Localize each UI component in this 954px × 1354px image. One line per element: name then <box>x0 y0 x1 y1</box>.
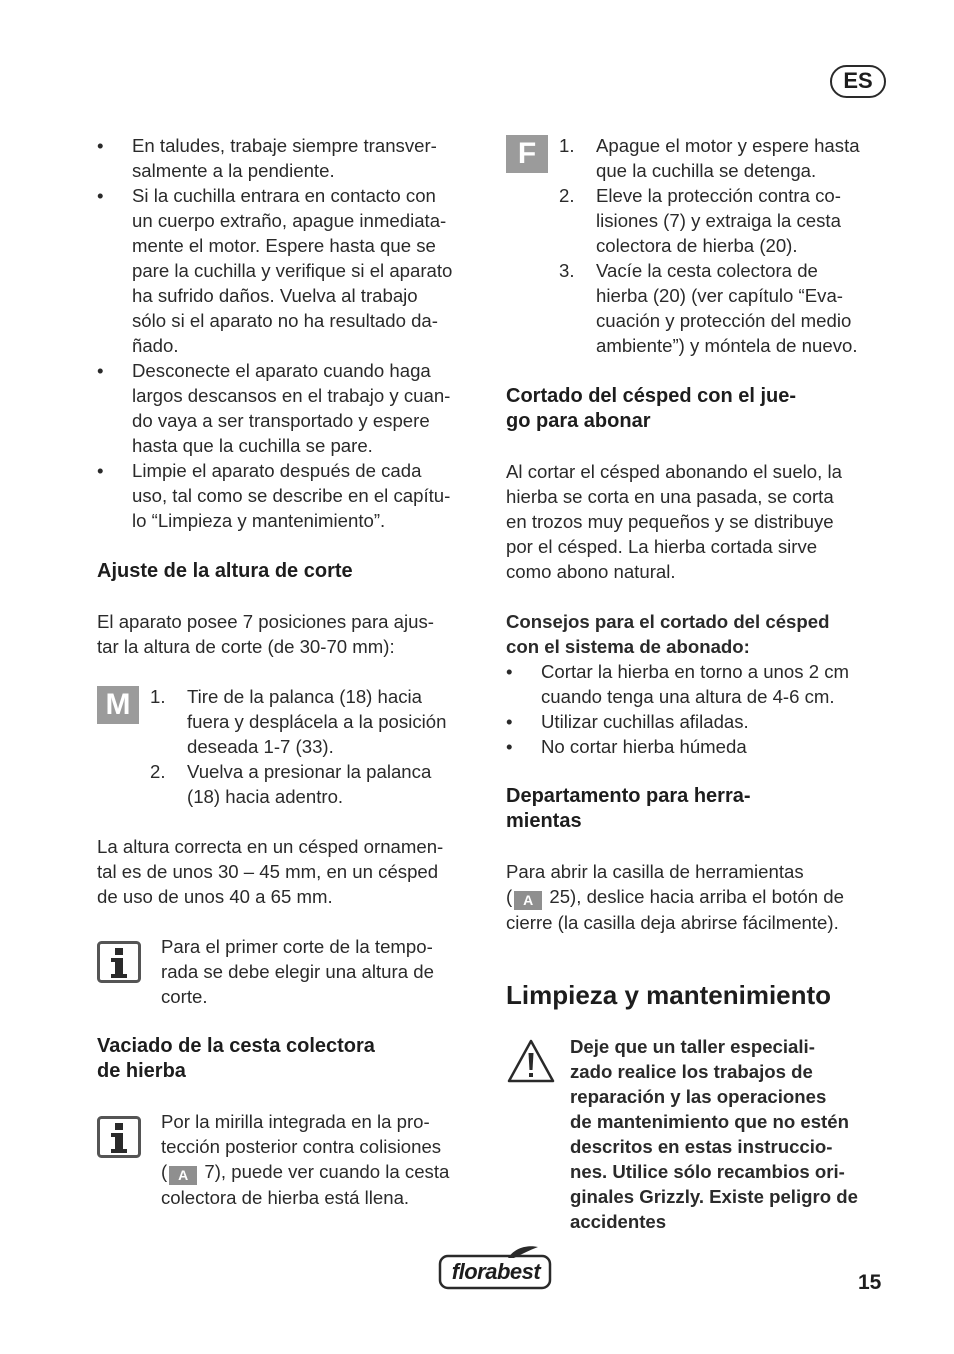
info-note-first-cut <box>161 934 481 1009</box>
text-line: como abono natural. <box>506 561 676 582</box>
text-line: mente el motor. Espere hasta que se <box>132 235 436 256</box>
text-fragment: 25), deslice hacia arriba el botón de <box>544 886 844 907</box>
manual-badge-m: M <box>97 686 139 724</box>
heading-line: Vaciado de la cesta colectora <box>97 1035 375 1057</box>
step-number: 3. <box>559 260 575 281</box>
info-icon <box>97 941 141 983</box>
text-line: sólo si el aparato no ha resultado da- <box>132 310 438 331</box>
heading-line: Departamento para herra- <box>506 785 751 807</box>
language-badge-label: ES <box>843 68 873 93</box>
cut-height-intro <box>97 609 487 659</box>
text-line: descritos en estas instruccio- <box>570 1136 833 1157</box>
step-number: 1. <box>559 135 575 156</box>
list-item <box>506 659 901 709</box>
bullet-mark: • <box>506 661 513 682</box>
step-number: 1. <box>150 686 166 707</box>
section-heading-cut-height: Ajuste de la altura de corte <box>97 560 353 582</box>
info-icon <box>97 1116 141 1158</box>
text-line: con el sistema de abonado: <box>506 636 750 657</box>
mulching-body <box>506 459 896 584</box>
heading-line: Cortado del césped con el jue- <box>506 385 797 407</box>
info-note-sight-window <box>161 1109 491 1210</box>
bullet-list <box>97 133 482 533</box>
text-line: lisiones (7) y extraiga la cesta <box>596 210 841 231</box>
paren-open: ( <box>161 1161 168 1182</box>
text-line: Para abrir la casilla de herramientas <box>506 861 804 882</box>
text-line: reparación y las operaciones <box>570 1086 827 1107</box>
text-line: En taludes, trabaje siempre transver- <box>132 135 437 156</box>
text-line: tal es de unos 30 – 45 mm, en un césped <box>97 861 439 882</box>
step-number: 2. <box>559 185 575 206</box>
text-line: Utilizar cuchillas afiladas. <box>541 711 749 732</box>
text-line: Apague el motor y espere hasta <box>596 135 860 156</box>
tool-compartment-body <box>506 859 906 935</box>
text-line: Limpie el aparato después de cada <box>132 460 422 481</box>
bullet-mark: • <box>97 185 104 206</box>
manual-badge-f: F <box>506 135 548 173</box>
text-line <box>506 884 906 910</box>
text-line: pare la cuchilla y verifique si el aparato <box>132 260 453 281</box>
paren-open: ( <box>506 886 513 907</box>
text-line: Al cortar el césped abonando el suelo, la <box>506 461 842 482</box>
text-line: colectora de hierba (20). <box>596 235 798 256</box>
text-line: Deje que un taller especiali- <box>570 1036 815 1057</box>
text-line: accidentes <box>570 1211 667 1232</box>
bullet-mark: • <box>506 736 513 757</box>
text-line: ambiente”) y móntela de nuevo. <box>596 335 858 356</box>
text-line: Tire de la palanca (18) hacia <box>187 686 422 707</box>
text-line: de uso de unos 40 a 65 mm. <box>97 886 333 907</box>
tips-bullet-list <box>506 659 901 759</box>
step-item <box>150 684 490 759</box>
bullet-mark: • <box>97 460 104 481</box>
text-line: ginales Grizzly. Existe peligro de <box>570 1186 858 1207</box>
text-line: uso, tal como se describe en el capítu- <box>132 485 451 506</box>
text-line: deseada 1-7 (33). <box>187 736 334 757</box>
cut-height-steps <box>150 684 490 809</box>
text-line: en trozos muy pequeños y se distribuye <box>506 511 834 532</box>
text-line: lo “Limpieza y mantenimiento”. <box>132 510 386 531</box>
text-line: Desconecte el aparato cuando haga <box>132 360 431 381</box>
step-item <box>559 183 899 258</box>
text-line: corte. <box>161 986 208 1007</box>
text-line: No cortar hierba húmeda <box>541 736 747 757</box>
text-line: hierba se corta en una pasada, se corta <box>506 486 834 507</box>
bullet-mark: • <box>506 711 513 732</box>
page-number: 15 <box>858 1271 882 1294</box>
list-item <box>97 183 482 358</box>
text-line: fuera y desplácela a la posición <box>187 711 447 732</box>
correct-height-text <box>97 834 492 909</box>
text-line: La altura correcta en un césped ornamen- <box>97 836 444 857</box>
empty-basket-steps <box>559 133 899 358</box>
section-heading-cleaning: Limpieza y mantenimiento <box>506 980 832 1010</box>
text-line: nes. Utilice sólo recambios ori- <box>570 1161 845 1182</box>
text-line: Cortar la hierba en torno a unos 2 cm <box>541 661 849 682</box>
step-item <box>559 258 899 358</box>
text-line: cuando tenga una altura de 4-6 cm. <box>541 686 835 707</box>
text-line: do vaya a ser transportado y espere <box>132 410 430 431</box>
florabest-logo <box>438 1244 552 1290</box>
text-line: por el césped. La hierba cortada sirve <box>506 536 818 557</box>
text-line: Consejos para el cortado del césped <box>506 611 830 632</box>
text-line: El aparato posee 7 posiciones para ajus- <box>97 611 434 632</box>
text-line <box>161 1159 491 1185</box>
section-heading-empty-basket <box>97 1034 375 1084</box>
logo-text: florabest <box>451 1259 541 1284</box>
heading-line: de hierba <box>97 1060 186 1082</box>
text-line: tección posterior contra colisiones <box>161 1136 442 1157</box>
text-line: zado realice los trabajos de <box>570 1061 813 1082</box>
left-column <box>97 133 482 533</box>
text-fragment: 7), puede ver cuando la cesta <box>199 1161 450 1182</box>
text-line: cuación y protección del medio <box>596 310 852 331</box>
text-line: Para el primer corte de la tempo- <box>161 936 433 957</box>
text-line: Vacíe la cesta colectora de <box>596 260 818 281</box>
text-line: ñado. <box>132 335 179 356</box>
mulching-tips-heading <box>506 609 896 659</box>
text-line: colectora de hierba está llena. <box>161 1187 410 1208</box>
text-line: rada se debe elegir una altura de <box>161 961 434 982</box>
text-line: largos descansos en el trabajo y cuan- <box>132 385 451 406</box>
text-line: un cuerpo extraño, apague inmediata- <box>132 210 447 231</box>
text-line: salmente a la pendiente. <box>132 160 335 181</box>
text-line: Por la mirilla integrada en la pro- <box>161 1111 430 1132</box>
text-line: cierre (la casilla deja abrirse fácilmente). <box>506 912 839 933</box>
figure-ref-badge: A <box>169 1166 197 1185</box>
list-item <box>97 358 482 458</box>
figure-ref-badge: A <box>514 891 542 910</box>
text-line: hierba (20) (ver capítulo “Eva- <box>596 285 843 306</box>
list-item <box>97 133 482 183</box>
text-line: hasta que la cuchilla se pare. <box>132 435 373 456</box>
bullet-mark: • <box>97 135 104 156</box>
text-line: tar la altura de corte (de 30-70 mm): <box>97 636 395 657</box>
section-heading-mulching <box>506 384 796 434</box>
text-line: que la cuchilla se detenga. <box>596 160 817 181</box>
heading-line: mientas <box>506 810 582 832</box>
bullet-mark: • <box>97 360 104 381</box>
step-item <box>559 133 899 183</box>
warning-text <box>570 1034 900 1234</box>
warning-triangle-icon <box>506 1038 556 1084</box>
list-item <box>97 458 482 533</box>
heading-line: go para abonar <box>506 410 651 432</box>
step-number: 2. <box>150 761 166 782</box>
text-line: Eleve la protección contra co- <box>596 185 841 206</box>
list-item <box>506 734 901 759</box>
mulching-tips-list <box>506 659 901 759</box>
step-item <box>150 759 490 809</box>
list-item <box>506 709 901 734</box>
text-line: (18) hacia adentro. <box>187 786 344 807</box>
section-heading-tool-compartment <box>506 784 751 834</box>
text-line: Si la cuchilla entrara en contacto con <box>132 185 436 206</box>
text-line: de mantenimiento que no estén <box>570 1111 849 1132</box>
text-line: Vuelva a presionar la palanca <box>187 761 432 782</box>
language-badge <box>830 65 886 98</box>
text-line: ha sufrido daños. Vuelva al trabajo <box>132 285 418 306</box>
